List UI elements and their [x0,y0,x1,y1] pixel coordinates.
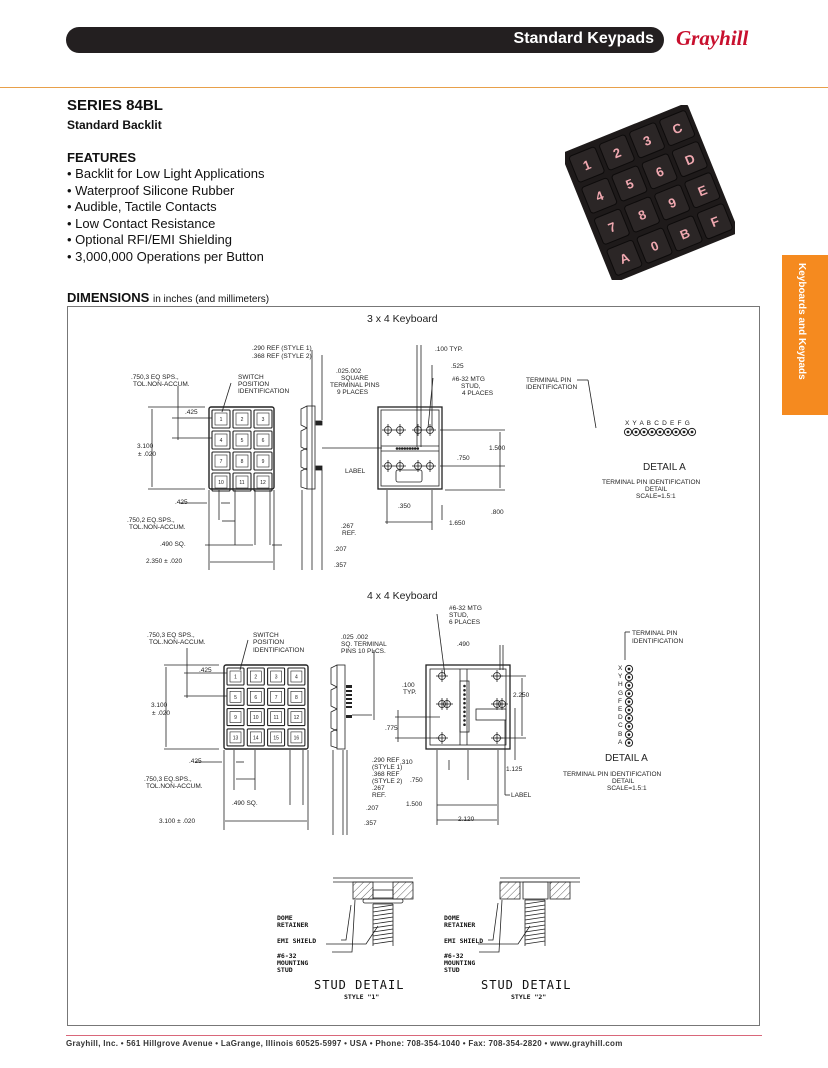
pin-letter: H [618,681,623,689]
feature-item: • Low Contact Resistance [67,216,265,233]
kb4x4-d425b: .425 [189,758,202,765]
keypad-key-label: 4 [295,674,298,681]
keypad-key-label: 8 [295,694,298,701]
feature-item: • Audible, Tactile Contacts [67,199,265,216]
keypad-key-label: 8 [240,459,244,465]
kb4x4-ref-2: (STYLE 1) [372,764,403,771]
photo-key-label: B [677,225,693,243]
dimensions-title: DIMENSIONS [67,290,150,305]
kb4x4-detail-2: DETAIL [612,778,635,785]
kb4x4-ref-1: .290 REF [372,757,400,764]
kb4x4-d490: .490 [457,641,470,648]
stud2-dome-2: RETAINER [444,921,476,929]
kb3x4-label: LABEL [345,468,366,475]
photo-key-label: F [708,213,722,231]
keypad-key-label: 3 [261,417,265,423]
keypad-key-label: 9 [261,459,265,465]
kb3x4-eq-sps-a1: .750,3 EQ SPS., [131,374,179,381]
kb4x4-switch-3: IDENTIFICATION [253,647,305,654]
photo-key-label: 1 [580,156,594,174]
kb3x4-pins-2: SQUARE [341,375,369,382]
kb4x4-d1500: 1.500 [406,801,423,808]
kb3x4-d425b: .425 [175,499,188,506]
kb3x4-switch-1: SWITCH [238,374,264,381]
stud2-stud-3: STUD [444,966,460,974]
keypad-key-label: 13 [232,735,239,742]
kb4x4-eq-sps-b1: .750,3 EQ.SPS., [144,776,192,783]
kb4x4-pins-1: .025 .002 [341,634,369,641]
kb3x4-switch-2: POSITION [238,381,270,388]
kb4x4-stud-2: STUD, [449,612,469,619]
kb4x4-stud-1: #6-32 MTG [449,605,482,612]
logo-text: Grayhill [676,26,749,50]
keypad-key-label: 1 [219,417,223,423]
stud1-dome-1: DOME [277,914,293,922]
kb3x4-d207: .207 [334,546,347,553]
keypad-key-label: 4 [219,438,223,444]
photo-key-label: 0 [648,237,661,255]
kb3x4-height-1: 3.100 [137,443,154,450]
stud1-stud-2: MOUNTING [277,959,309,967]
kb4x4-height-2: ± .020 [152,710,171,717]
kb4x4-title: 4 x 4 Keyboard [367,590,438,602]
keypad-key-label: 1 [234,674,237,681]
kb4x4-pins-2: SQ. TERMINAL [341,641,387,648]
kb4x4-width: 3.100 ± .020 [159,818,196,825]
keypad-key-label: 14 [253,735,259,742]
feature-item: • Optional RFI/EMI Shielding [67,232,265,249]
stud2-stud-2: MOUNTING [444,959,476,967]
kb4x4-d1125: 1.125 [506,766,523,773]
stud1-title: STUD DETAIL [314,978,405,992]
kb4x4-tp-1: TERMINAL PIN [632,630,678,637]
kb3x4-d1500: 1.500 [489,445,506,452]
pin-letter: B [618,730,623,738]
stud1-emi: EMI SHIELD [277,937,317,945]
kb3x4-pins-4: 9 PLACES [337,389,369,396]
series-subtitle: Standard Backlit [67,118,162,132]
kb4x4-eq-sps-a1: .750,3 EQ SPS., [147,632,195,639]
dimensions-units: in inches (and millimeters) [152,294,270,305]
kb4x4-d357: .357 [364,820,377,827]
keypad-key-label: 5 [240,438,244,444]
kb4x4-detail-title: DETAIL A [605,753,648,764]
photo-key-label: 5 [623,175,636,193]
section-tab-label: Keyboards and Keypads [796,263,807,380]
kb3x4-detail-3: SCALE=1.5:1 [636,493,676,500]
kb4x4-sq: .490 SQ. [232,800,258,807]
kb4x4-typ-1: .100 [402,682,415,689]
kb4x4-eq-sps-b2: TOL.NON-ACCUM. [146,783,203,790]
footer-address: Grayhill, Inc. • 561 Hillgrove Avenue • LaGrange, Illinois 60525-5997 • USA • Phone: 708-354-1040 • Fax: 708-354-2820 • www.grayhill.com [66,1039,623,1048]
kb3x4-tp-1: TERMINAL PIN [526,377,572,384]
photo-key-label: D [682,150,698,169]
stud1-stud [277,953,308,974]
kb4x4-detail-1: TERMINAL PIN IDENTIFICATION [563,771,662,778]
keypad-key-label: 3 [274,674,278,681]
kb4x4-switch-1: SWITCH [253,632,279,639]
keypad-key-label: 6 [254,694,258,701]
keypad-key-label: 5 [234,694,237,701]
stud1-stud-3: STUD [277,966,293,974]
kb3x4-pin-letters: X Y A B C D E F G [625,420,691,427]
kb4x4-d267a: .267 [372,785,385,792]
kb3x4-d750: .750 [457,455,470,462]
kb3x4-title: 3 x 4 Keyboard [367,313,438,325]
kb4x4-stud-3: 6 PLACES [449,619,481,626]
keypad-key-label: 10 [218,480,224,486]
photo-key-label: 2 [610,144,624,162]
photo-key-label: E [695,182,710,200]
keypad-key-label: 6 [261,438,265,444]
kb4x4-ref-3: .368 REF [372,771,400,778]
kb3x4-stud-1: #6-32 MTG [452,376,485,383]
stud2-stud-1: #6-32 [444,952,464,960]
kb3x4-switch-3: IDENTIFICATION [238,388,290,395]
keypad-key-label: 7 [219,459,223,465]
footer-divider [66,1035,762,1036]
stud1-dome [277,915,308,929]
stud2-stud [444,953,475,974]
feature-item: • Waterproof Silicone Rubber [67,183,265,200]
kb3x4-sq: .490 SQ. [160,541,186,548]
keypad-key-label: 16 [293,735,300,742]
pin-letter: X [618,665,623,672]
kb4x4-ref-4: (STYLE 2) [372,778,403,785]
pin-letter: F [618,697,622,705]
keypad-key-label: 10 [253,715,259,722]
kb3x4-height-2: ± .020 [138,451,157,458]
kb3x4-detail-title: DETAIL A [643,462,686,473]
kb4x4-switch-2: POSITION [253,639,285,646]
kb4x4-tp-2: IDENTIFICATION [632,638,684,645]
stud2-title: STUD DETAIL [481,978,572,992]
photo-key-label: 6 [653,163,666,181]
kb3x4-d350: .350 [398,503,411,510]
kb4x4-height-1: 3.100 [151,702,168,709]
pin-letter: D [618,714,623,722]
kb3x4-d267a: .267 [341,523,354,530]
photo-key-label: 8 [636,206,649,224]
kb4x4-d2250: 2.250 [513,692,530,699]
stud2-dome [444,915,475,929]
kb4x4-typ-2: TYP. [403,689,417,696]
kb4x4-eq-sps-a2: TOL.NON-ACCUM. [149,639,206,646]
kb3x4-typ: .100 TYP. [435,346,463,353]
kb3x4-tp-2: IDENTIFICATION [526,384,578,391]
kb4x4-d207: .207 [366,805,379,812]
kb3x4-d425a: .425 [185,409,198,416]
kb3x4-d800: .800 [491,509,504,516]
kb3x4-stud-2: STUD, [461,383,481,390]
kb3x4-ref-290: .290 REF (STYLE 1) [252,345,312,352]
stud2-style: STYLE "2" [511,993,547,1001]
kb3x4-eq-sps-a2: TOL.NON-ACCUM. [133,381,190,388]
kb3x4-d357: .357 [334,562,347,569]
kb4x4-detail-3: SCALE=1.5:1 [607,785,647,792]
stud1-dome-2: RETAINER [277,921,309,929]
photo-key-label: 4 [593,187,606,205]
kb4x4-d425a: .425 [199,667,212,674]
keypad-key-label: 15 [273,735,279,742]
keypad-key-label: 11 [273,715,279,722]
kb3x4-width: 2.350 ± .020 [146,558,183,565]
feature-item: • 3,000,000 Operations per Button [67,249,265,266]
keypad-key-label: 2 [254,674,258,681]
header-title: Standard Keypads [513,30,654,47]
kb4x4-d310: .310 [400,759,413,766]
kb4x4-d775: .775 [385,725,398,732]
stud2-emi: EMI SHIELD [444,937,484,945]
keypad-key-label: 12 [260,480,266,486]
stud1-style: STYLE "1" [344,993,380,1001]
pin-letter: A [618,738,623,746]
kb4x4-d2120: 2.120 [458,816,475,823]
keypad-key-label: 12 [293,715,300,722]
stud1-stud-1: #6-32 [277,952,297,960]
pin-letter: G [618,689,624,697]
kb3x4-d267b: REF. [342,530,357,537]
keypad-key-label: 2 [240,417,244,423]
series-title: SERIES 84BL [67,97,163,114]
pin-letter: Y [618,673,623,681]
kb4x4-label: LABEL [511,792,532,799]
kb3x4-detail-2: DETAIL [645,486,668,493]
kb3x4-pins-1: .025.002 [336,368,362,375]
keypad-key-label: 7 [274,694,278,701]
kb3x4-stud-3: 4 PLACES [462,390,494,397]
feature-item: • Backlit for Low Light Applications [67,166,265,183]
keypad-key-label: 9 [234,715,237,722]
kb3x4-detail-1: TERMINAL PIN IDENTIFICATION [602,479,701,486]
features-heading: FEATURES [67,150,137,165]
photo-key-label: 7 [605,218,619,236]
pin-letter: C [618,722,623,730]
photo-key-label: 3 [641,132,654,150]
kb3x4-eq-sps-b2: TOL.NON-ACCUM. [129,524,186,531]
stud2-dome-1: DOME [444,914,460,922]
kb4x4-pins-3: PINS 10 PLCS. [341,648,386,655]
kb3x4-eq-sps-b1: .750,2 EQ.SPS., [127,517,175,524]
photo-key-label: 9 [666,194,679,212]
keypad-key-label: 11 [239,480,245,486]
kb4x4-d267b: REF. [372,792,387,799]
kb3x4-d1650: 1.650 [449,520,466,527]
kb4x4-d750: .750 [410,777,423,784]
pin-letter: E [618,706,623,713]
kb3x4-ref-368: .368 REF (STYLE 2) [252,353,312,360]
photo-key-label: A [617,249,632,267]
photo-key-label: C [670,119,685,138]
kb3x4-pins-3: TERMINAL PINS [330,382,380,389]
kb3x4-d525: .525 [451,363,464,370]
